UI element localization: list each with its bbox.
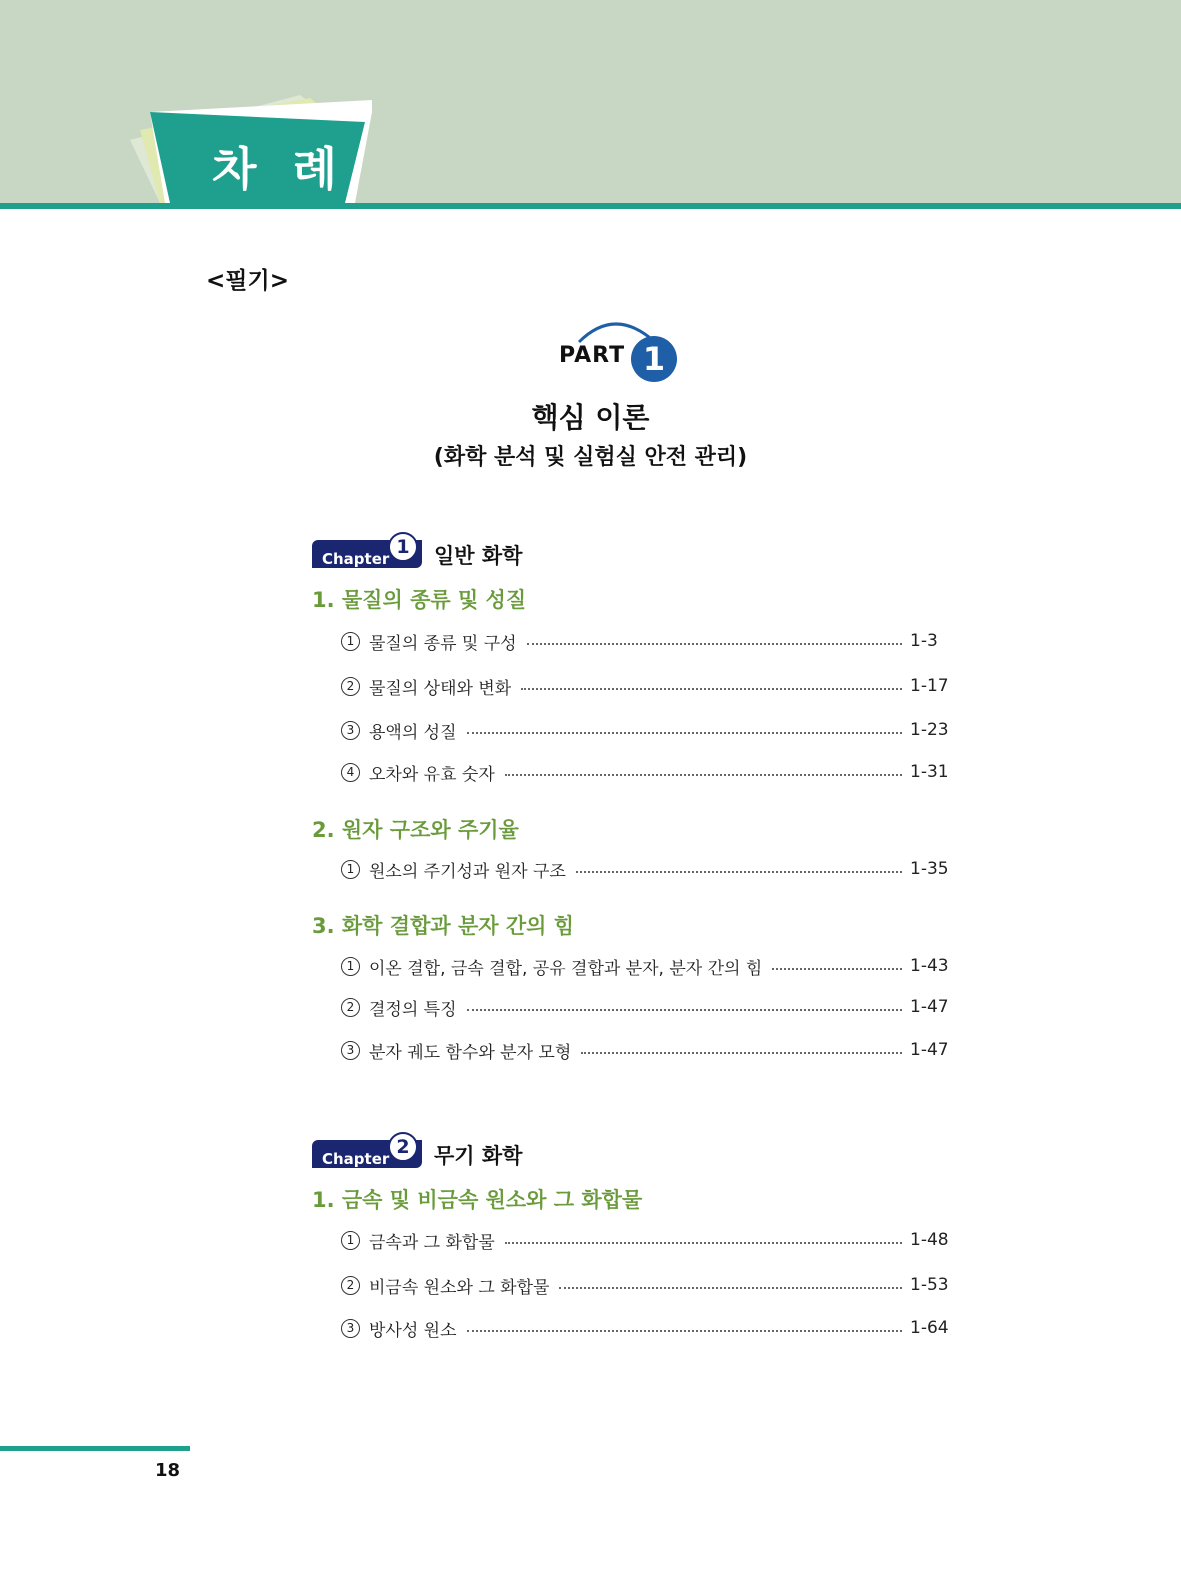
entry-title: 오차와 유효 숫자 [369, 764, 495, 785]
chapter-number: 2 [388, 1132, 418, 1162]
entry-number: 1 [341, 632, 360, 651]
page-title: 차 례 [212, 142, 347, 196]
entry-number: 3 [341, 721, 360, 740]
toc-entry[interactable] [341, 674, 956, 698]
entry-number: 2 [341, 677, 360, 696]
toc-entry[interactable] [341, 995, 956, 1019]
entry-title: 분자 궤도 함수와 분자 모형 [369, 1042, 572, 1063]
section-title: 2. 원자 구조와 주기율 [312, 818, 519, 842]
entry-title: 비금속 원소와 그 화합물 [369, 1277, 550, 1298]
entry-number: 4 [341, 763, 360, 782]
chapter-title: 무기 화학 [434, 1144, 523, 1168]
section-title: 1. 물질의 종류 및 성질 [312, 588, 527, 612]
toc-entry[interactable] [341, 857, 956, 881]
entry-page: 1-17 [910, 676, 949, 696]
header-tab-graphic [0, 0, 1181, 203]
toc-entry[interactable] [341, 718, 956, 742]
toc-entry[interactable] [341, 1273, 956, 1297]
entry-page: 1-35 [910, 859, 949, 879]
toc-entry[interactable] [341, 1038, 956, 1062]
entry-page: 1-47 [910, 997, 949, 1017]
footer-divider [0, 1446, 190, 1451]
entry-number: 2 [341, 1276, 360, 1295]
dot-leader [559, 1287, 902, 1289]
dot-leader [527, 643, 902, 645]
dot-leader [505, 774, 902, 776]
toc-entry[interactable] [341, 760, 956, 784]
entry-title: 방사성 원소 [369, 1320, 457, 1341]
dot-leader [467, 1330, 902, 1332]
entry-title: 금속과 그 화합물 [369, 1232, 495, 1253]
entry-title: 용액의 성질 [369, 722, 457, 743]
chapter-word: Chapter [322, 550, 390, 568]
entry-number: 1 [341, 860, 360, 879]
entry-title: 이온 결합, 금속 결합, 공유 결합과 분자, 분자 간의 힘 [369, 958, 763, 979]
toc-entry[interactable] [341, 629, 956, 653]
chapter-number: 1 [388, 532, 418, 562]
chapter-word: Chapter [322, 1150, 390, 1168]
part-subtitle: (화학 분석 및 실험실 안전 관리) [433, 445, 748, 470]
dot-leader [772, 968, 902, 970]
toc-entry[interactable] [341, 1228, 956, 1252]
chapter-title: 일반 화학 [434, 544, 523, 568]
entry-page: 1-3 [910, 631, 938, 651]
entry-page: 1-48 [910, 1230, 949, 1250]
section-label: <필기> [206, 268, 289, 294]
section-title: 3. 화학 결합과 분자 간의 힘 [312, 914, 575, 938]
page-number: 18 [155, 1460, 181, 1481]
entry-page: 1-53 [910, 1275, 949, 1295]
dot-leader [576, 871, 902, 873]
entry-title: 물질의 상태와 변화 [369, 678, 512, 699]
section-title: 1. 금속 및 비금속 원소와 그 화합물 [312, 1188, 643, 1212]
entry-title: 물질의 종류 및 구성 [369, 633, 517, 654]
dot-leader [467, 1009, 902, 1011]
entry-number: 1 [341, 1231, 360, 1250]
entry-number: 1 [341, 957, 360, 976]
dot-leader [581, 1052, 902, 1054]
part-number: 1 [631, 336, 677, 382]
entry-title: 원소의 주기성과 원자 구조 [369, 861, 566, 882]
entry-page: 1-43 [910, 956, 949, 976]
toc-entry[interactable] [341, 954, 956, 978]
entry-number: 2 [341, 998, 360, 1017]
dot-leader [505, 1242, 902, 1244]
dot-leader [467, 732, 902, 734]
header-divider [0, 203, 1181, 209]
entry-page: 1-31 [910, 762, 949, 782]
dot-leader [521, 688, 902, 690]
part-title: 핵심 이론 [531, 401, 650, 434]
part-label: PART [559, 343, 626, 368]
entry-page: 1-47 [910, 1040, 949, 1060]
entry-title: 결정의 특징 [369, 999, 457, 1020]
entry-page: 1-23 [910, 720, 949, 740]
toc-entry[interactable] [341, 1316, 956, 1340]
entry-number: 3 [341, 1041, 360, 1060]
entry-number: 3 [341, 1319, 360, 1338]
entry-page: 1-64 [910, 1318, 949, 1338]
